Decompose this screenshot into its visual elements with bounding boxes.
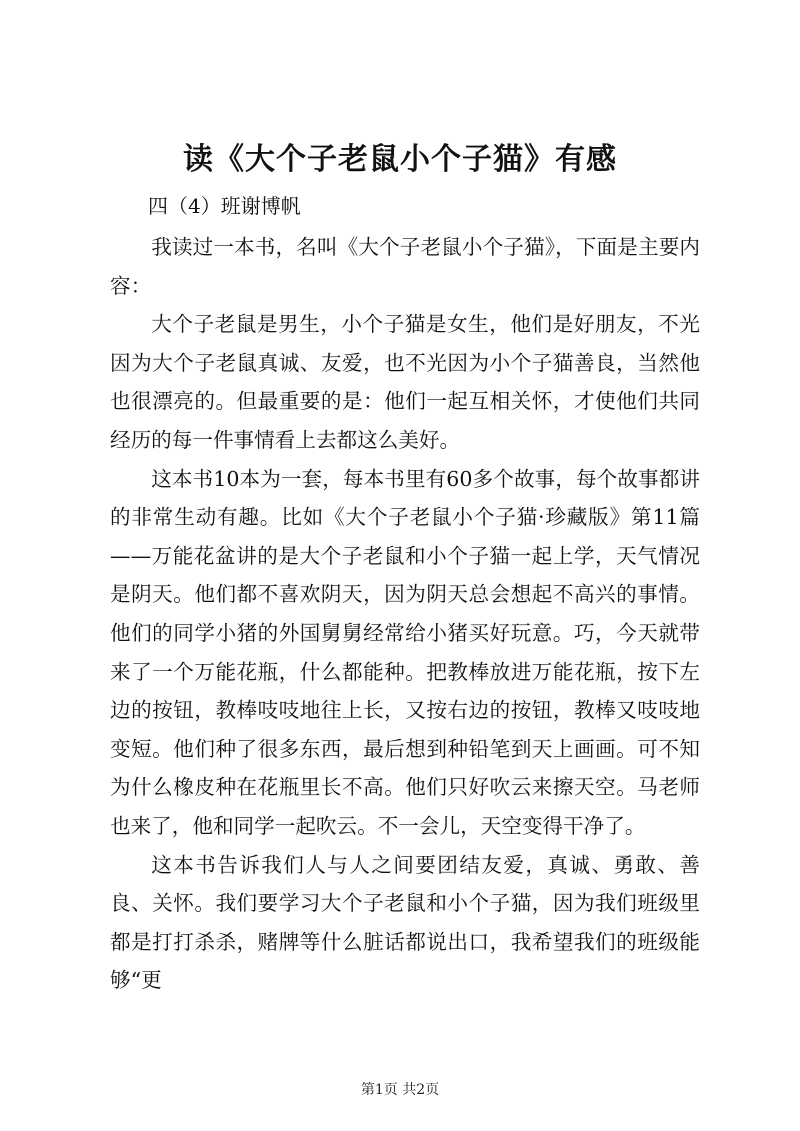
paragraph-story: 这本书10本为一套，每本书里有60多个故事，每个故事都讲的非常生动有趣。比如《大个子老鼠小个子猫·珍藏版》第11篇——万能花盆讲的是大个子老鼠和小个子猫一起上学，天气情况是阴天。他们都不喜欢阴天，因为阴天总会想起不高兴的事情。他们的同学小猪的外国舅舅经常给小猪买好玩意。巧，今天就带来了一个万能花瓶，什么都能种。把教棒放进万能花瓶，按下左边的按钮，教棒吱吱地往上长，又按右边的按钮，教棒又吱吱地变短。他们种了很多东西，最后想到种铅笔到天上画画。可不知为什么橡皮种在花瓶里长不高。他们只好吹云来擦天空。马老师也来了，他和同学一起吹云。不一会儿，天空变得干净了。 (110, 466, 700, 838)
page-number-footer: 第1页 共2页 (360, 1082, 440, 1098)
author-line: 四（4）班谢博帆 (148, 194, 301, 218)
document-body (110, 228, 700, 1000)
paragraph-intro: 我读过一本书，名叫《大个子老鼠小个子猫》，下面是主要内容： (110, 235, 700, 298)
paragraph-lesson: 这本书告诉我们人与人之间要团结友爱，真诚、勇敢、善良、关怀。我们要学习大个子老鼠和小个子猫，因为我们班级里都是打打杀杀，赌牌等什么脏话都说出口，我希望我们的班级能够“更 (110, 852, 700, 993)
document-title: 读《大个子老鼠小个子猫》有感 (183, 142, 617, 177)
paragraph-characters: 大个子老鼠是男生，小个子猫是女生，他们是好朋友，不光因为大个子老鼠真诚、友爱，也不光因为小个子猫善良，当然他也很漂亮的。但最重要的是：他们一起互相关怀，才使他们共同经历的每一件事情看上去都这么美好。 (110, 312, 700, 452)
